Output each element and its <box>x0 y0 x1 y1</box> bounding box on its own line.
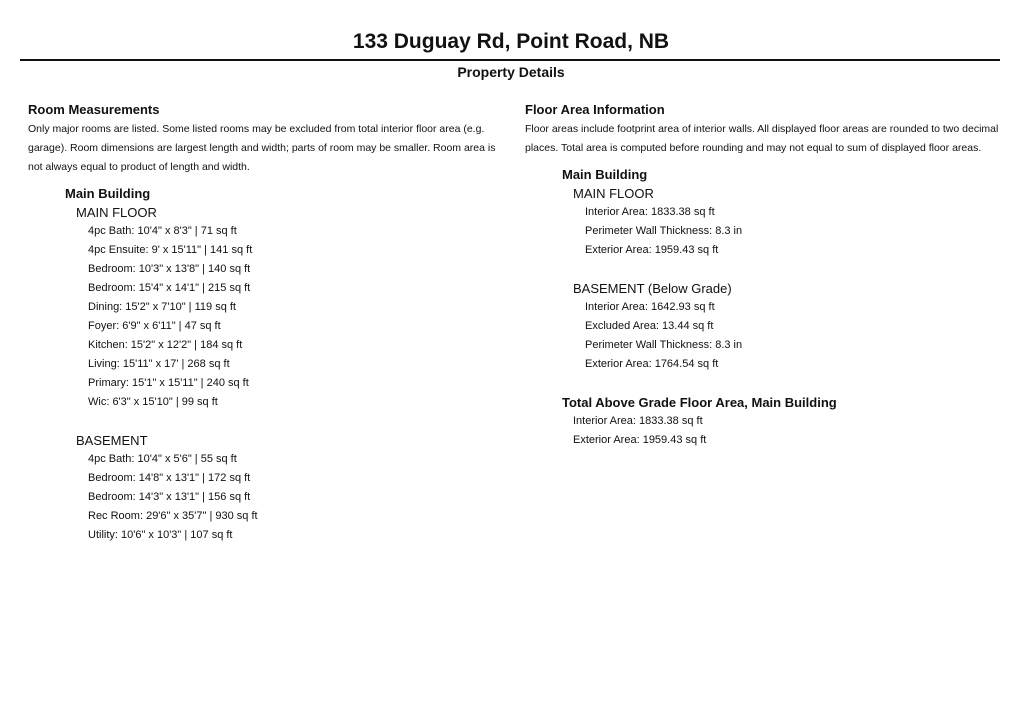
area-item: Interior Area: 1642.93 sq ft <box>585 301 715 313</box>
room-floor-basement <box>65 431 508 545</box>
area-item: Interior Area: 1833.38 sq ft <box>585 206 715 218</box>
room-item: Rec Room: 29'6" x 35'7" | 930 sq ft <box>88 510 258 522</box>
total-area-block <box>562 393 1005 450</box>
room-item: Bedroom: 14'3" x 13'1" | 156 sq ft <box>88 491 251 503</box>
room-floor-title: BASEMENT <box>76 433 148 448</box>
total-area-heading: Total Above Grade Floor Area, Main Building <box>562 395 837 410</box>
room-item: 4pc Bath: 10'4" x 5'6" | 55 sq ft <box>88 453 237 465</box>
total-area-item: Exterior Area: 1959.43 sq ft <box>573 434 707 446</box>
room-item: Bedroom: 15'4" x 14'1" | 215 sq ft <box>88 282 251 294</box>
floor-area-description: Floor areas include footprint area of interior walls. All displayed floor areas are rounded to two decimal places. Total area is computed before rounding and may not equal to sum of displayed floor areas. <box>525 123 999 154</box>
floor-area-heading: Floor Area Information <box>525 102 665 117</box>
room-building-block <box>65 184 508 545</box>
room-floor-main <box>65 203 508 412</box>
room-floor-title: MAIN FLOOR <box>76 205 157 220</box>
room-item: 4pc Ensuite: 9' x 15'11" | 141 sq ft <box>88 244 253 256</box>
area-building-title: Main Building <box>562 167 648 182</box>
area-item: Perimeter Wall Thickness: 8.3 in <box>585 225 743 237</box>
room-item: Kitchen: 15'2" x 12'2" | 184 sq ft <box>88 339 243 351</box>
room-item: Wic: 6'3" x 15'10" | 99 sq ft <box>88 396 218 408</box>
room-measurements-section <box>28 100 508 545</box>
area-item: Perimeter Wall Thickness: 8.3 in <box>585 339 743 351</box>
area-floor-title: MAIN FLOOR <box>573 186 654 201</box>
area-item: Excluded Area: 13.44 sq ft <box>585 320 714 332</box>
area-item: Exterior Area: 1764.54 sq ft <box>585 358 719 370</box>
room-item: Bedroom: 14'8" x 13'1" | 172 sq ft <box>88 472 251 484</box>
page-title: 133 Duguay Rd, Point Road, NB <box>352 30 670 53</box>
room-item: Utility: 10'6" x 10'3" | 107 sq ft <box>88 529 233 541</box>
room-item: 4pc Bath: 10'4" x 8'3" | 71 sq ft <box>88 225 237 237</box>
room-item: Primary: 15'1" x 15'11" | 240 sq ft <box>88 377 249 389</box>
room-item: Living: 15'11" x 17' | 268 sq ft <box>88 358 230 370</box>
floor-area-section <box>525 100 1005 450</box>
room-measurements-heading: Room Measurements <box>28 102 160 117</box>
area-floor-basement <box>562 279 1005 374</box>
area-floor-title: BASEMENT (Below Grade) <box>573 281 732 296</box>
page-subtitle: Property Details <box>457 64 565 80</box>
area-item: Exterior Area: 1959.43 sq ft <box>585 244 719 256</box>
room-item: Dining: 15'2" x 7'10" | 119 sq ft <box>88 301 236 313</box>
area-building-block <box>562 165 1005 374</box>
area-floor-main <box>562 184 1005 260</box>
total-area-item: Interior Area: 1833.38 sq ft <box>573 415 703 427</box>
room-item: Bedroom: 10'3" x 13'8" | 140 sq ft <box>88 263 251 275</box>
room-item: Foyer: 6'9" x 6'11" | 47 sq ft <box>88 320 221 332</box>
room-measurements-description: Only major rooms are listed. Some listed rooms may be excluded from total interior floor area (e.g. garage). Room dimensions are largest length and width; parts of room may be smaller. Room area is not always equal to product of length and width. <box>28 123 496 173</box>
room-building-title: Main Building <box>65 186 151 201</box>
title-divider <box>20 59 1000 61</box>
